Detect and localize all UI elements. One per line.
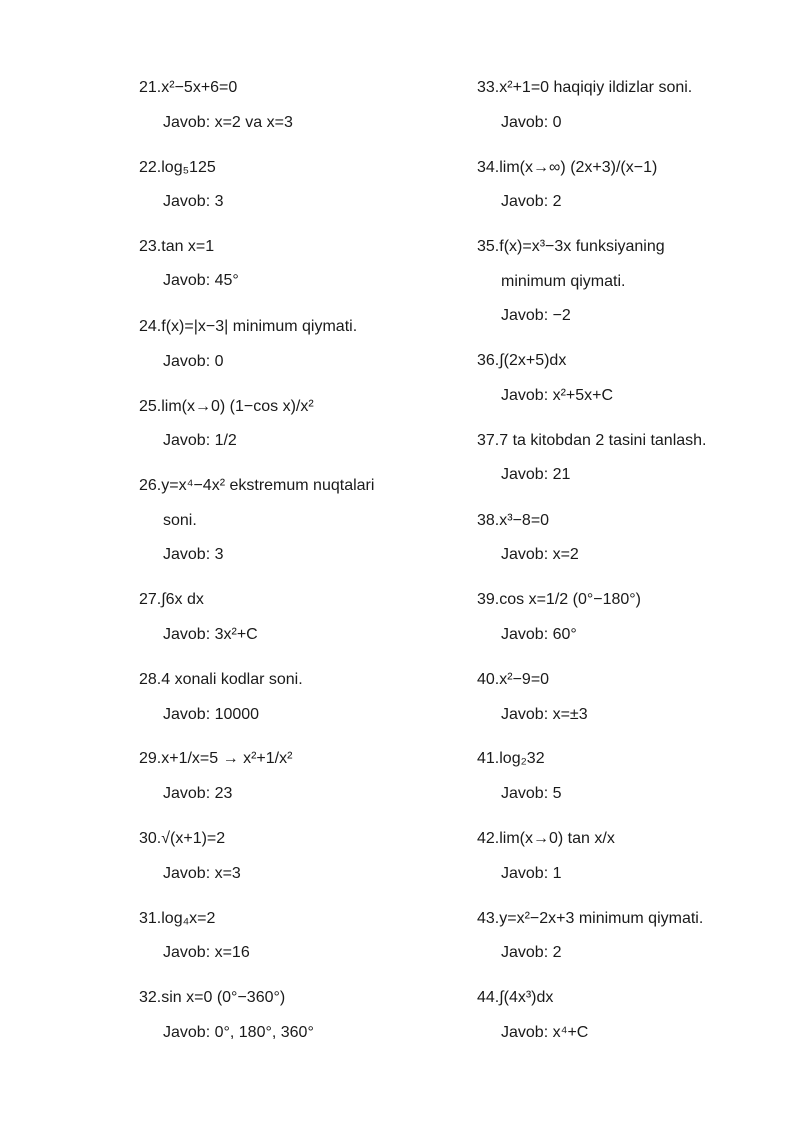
- question-28: 28.4 xonali kodlar soni.: [139, 671, 303, 688]
- answer-21: Javob: x=2 va x=3: [163, 114, 293, 131]
- answer-35: Javob: −2: [501, 307, 571, 324]
- answer-29: Javob: 23: [163, 785, 233, 802]
- answer-32: Javob: 0°, 180°, 360°: [163, 1024, 314, 1041]
- question-29: 29.x+1/x=5 → x²+1/x²: [139, 750, 293, 767]
- answer-36: Javob: x²+5x+C: [501, 387, 614, 404]
- question-21: 21.x²−5x+6=0: [139, 79, 238, 96]
- question-23: 23.tan x=1: [139, 238, 215, 255]
- answer-31: Javob: x=16: [163, 944, 250, 961]
- question-27: 27.∫6x dx: [139, 591, 204, 608]
- question-30: 30.√(x+1)=2: [139, 830, 226, 847]
- answer-26: Javob: 3: [163, 546, 224, 563]
- answer-44: Javob: x⁴+C: [501, 1024, 589, 1041]
- question-39: 39.cos x=1/2 (0°−180°): [477, 591, 642, 608]
- answer-41: Javob: 5: [501, 785, 562, 802]
- question-25: 25.lim(x→0) (1−cos x)/x²: [139, 398, 314, 415]
- question-31: 31.log₄x=2: [139, 910, 216, 927]
- question-34: 34.lim(x→∞) (2x+3)/(x−1): [477, 159, 658, 176]
- answer-28: Javob: 10000: [163, 706, 260, 723]
- question-43: 43.y=x²−2x+3 minimum qiymati.: [477, 910, 704, 927]
- answer-25: Javob: 1/2: [163, 432, 237, 449]
- answer-33: Javob: 0: [501, 114, 562, 131]
- question-32: 32.sin x=0 (0°−360°): [139, 989, 286, 1006]
- answer-30: Javob: x=3: [163, 865, 241, 882]
- question-36: 36.∫(2x+5)dx: [477, 352, 567, 369]
- answer-22: Javob: 3: [163, 193, 224, 210]
- answer-27: Javob: 3x²+C: [163, 626, 258, 643]
- answer-38: Javob: x=2: [501, 546, 579, 563]
- question-40: 40.x²−9=0: [477, 671, 550, 688]
- question-26: 26.y=x⁴−4x² ekstremum nuqtalari: [139, 477, 375, 494]
- answer-39: Javob: 60°: [501, 626, 577, 643]
- question-26-continuation: soni.: [163, 512, 197, 529]
- answer-23: Javob: 45°: [163, 272, 239, 289]
- question-42: 42.lim(x→0) tan x/x: [477, 830, 615, 847]
- answer-24: Javob: 0: [163, 353, 224, 370]
- answer-34: Javob: 2: [501, 193, 562, 210]
- answer-37: Javob: 21: [501, 466, 571, 483]
- answer-40: Javob: x=±3: [501, 706, 588, 723]
- question-44: 44.∫(4x³)dx: [477, 989, 554, 1006]
- question-22: 22.log₅125: [139, 159, 216, 176]
- question-41: 41.log₂32: [477, 750, 545, 767]
- question-37: 37.7 ta kitobdan 2 tasini tanlash.: [477, 432, 707, 449]
- answer-43: Javob: 2: [501, 944, 562, 961]
- question-35-continuation: minimum qiymati.: [501, 273, 626, 290]
- question-35: 35.f(x)=x³−3x funksiyaning: [477, 238, 665, 255]
- question-38: 38.x³−8=0: [477, 512, 550, 529]
- question-24: 24.f(x)=|x−3| minimum qiymati.: [139, 318, 358, 335]
- answer-42: Javob: 1: [501, 865, 562, 882]
- question-33: 33.x²+1=0 haqiqiy ildizlar soni.: [477, 79, 693, 96]
